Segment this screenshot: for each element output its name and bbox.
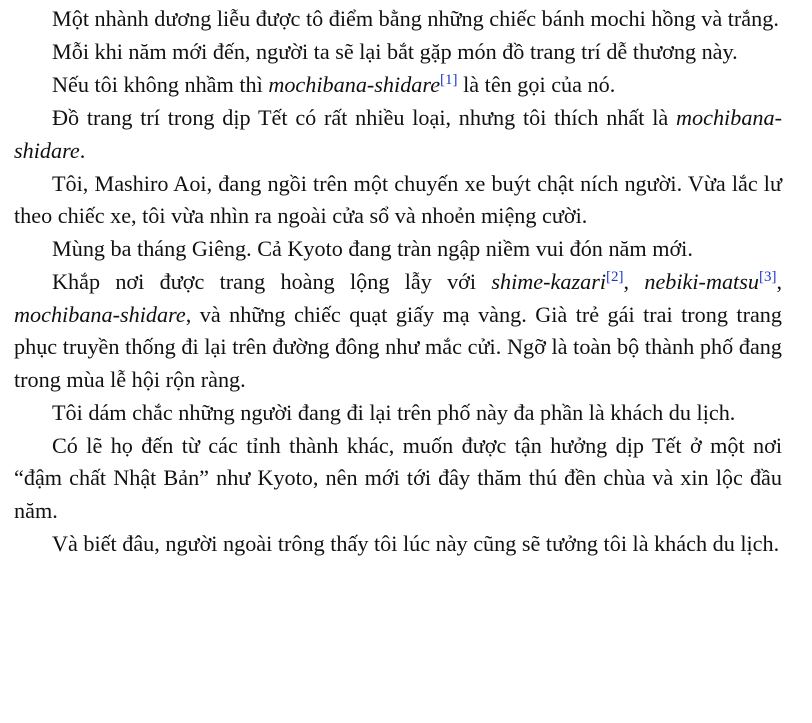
paragraph	[14, 430, 782, 528]
paragraph	[14, 528, 782, 561]
text-run: Và biết đâu, người ngoài trông thấy tôi lúc này cũng sẽ tưởng tôi là khách du lịch.	[52, 530, 780, 556]
text-run: là tên gọi của nó.	[457, 72, 616, 97]
text-run: Đồ trang trí trong dịp Tết có rất nhiều loại, nhưng tôi thích nhất là	[52, 105, 676, 130]
italic-term: shime-kazari	[491, 269, 606, 294]
text-run: Tôi dám chắc những người đang đi lại trên phố này đa phần là khách du lịch.	[52, 399, 736, 425]
italic-term: mochibana-shidare	[14, 105, 782, 163]
footnote-link[interactable]: [3]	[758, 269, 777, 285]
text-run: Một nhành dương liễu được tô điểm bằng những chiếc bánh mochi hồng và trắng.	[52, 6, 779, 31]
text-run: ,	[623, 269, 645, 294]
italic-term: nebiki-matsu	[644, 269, 759, 294]
paragraph	[14, 102, 782, 167]
text-run: Mỗi khi năm mới đến, người ta sẽ lại bắt gặp món đồ trang trí dễ thương này.	[52, 39, 738, 64]
paragraph	[14, 3, 782, 36]
text-run: Mùng ba tháng Giêng. Cả Kyoto đang tràn ngập niềm vui đón năm mới.	[52, 236, 693, 261]
footnote-link[interactable]: [2]	[606, 269, 624, 285]
text-run: Có lẽ họ đến từ các tỉnh thành khác, muốn được tận hưởng dịp Tết ở một nơi “đậm chất Nhật Bản” như Kyoto, nên mới tới đây thăm thú đền chùa và xin lộc đầu năm.	[14, 432, 782, 523]
footnote-link[interactable]: [1]	[440, 72, 458, 88]
text-run: ,	[776, 269, 783, 294]
text-run: Khắp nơi được trang hoàng lộng lẫy với	[52, 269, 492, 294]
paragraph	[14, 233, 782, 266]
paragraph	[14, 168, 782, 233]
text-run: Nếu tôi không nhầm thì	[52, 72, 269, 97]
text-run: , và những chiếc quạt giấy mạ vàng. Già trẻ gái trai trong trang phục truyền thống đi lại trên đường đông như mắc cửi. Ngỡ là toàn bộ thành phố đang trong mùa lễ hội rộn ràng.	[14, 301, 782, 392]
text-run: Tôi, Mashiro Aoi, đang ngồi trên một chuyến xe buýt chật ních người. Vừa lắc lư theo chiếc xe, tôi vừa nhìn ra ngoài cửa sổ và nhoẻn miệng cười.	[14, 170, 782, 228]
paragraph	[14, 69, 782, 102]
paragraph	[14, 36, 782, 69]
text-run: .	[79, 137, 86, 163]
paragraph	[14, 397, 782, 430]
italic-term: mochibana-shidare	[268, 72, 441, 97]
italic-term: mochibana-shidare	[14, 301, 186, 327]
paragraph	[14, 266, 782, 396]
